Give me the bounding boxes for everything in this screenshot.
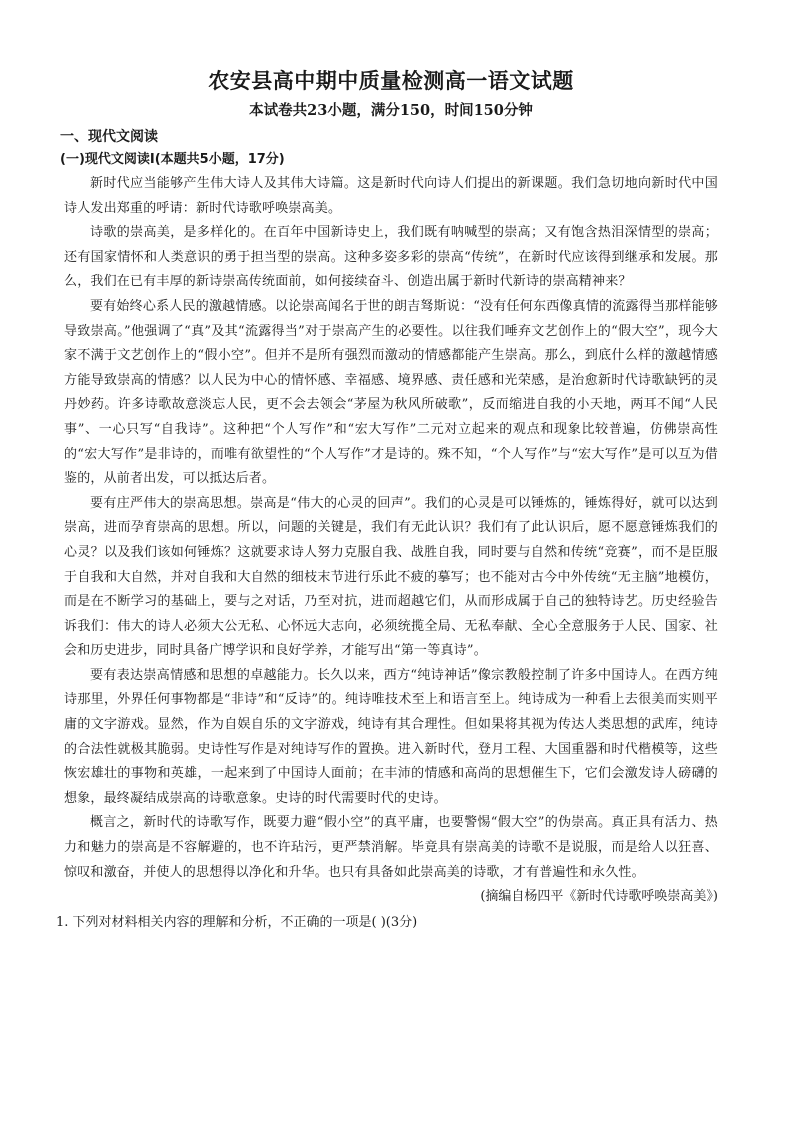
passage-source: (摘编自杨四平《新时代诗歌呼唤崇高美》) (480, 889, 718, 905)
exam-info: 本试卷共23小题，满分150，时间150分钟 (249, 102, 533, 119)
passage-paragraph: 新时代应当能够产生伟大诗人及其伟大诗篇。这是新时代向诗人们提出的新课题。我们急切地向新时代中国诗人发出郑重的呼请：新时代诗歌呼唤崇高美。 (64, 176, 718, 216)
section-subheading: (一)现代文阅读Ⅰ(本题共5小题，17分) (60, 152, 285, 167)
passage-paragraph: 要有表达崇高情感和思想的卓越能力。长久以来，西方“纯诗神话”像宗教般控制了许多中国诗人。在西方纯诗那里，外界任何事物都是“非诗”和“反诗”的。纯诗唯技术至上和语言至上。纯诗成为一种看上去很美而实则平庸的文字游戏。显然，作为自娱自乐的文字游戏，纯诗有其合理性。但如果将其视为传达人类思想的武库，纯诗的合法性就极其脆弱。史诗性写作是对纯诗写作的置换。进入新时代，登月工程、大国重器和时代楷模等，这些恢宏雄壮的事物和英雄，一起来到了中国诗人面前；在丰沛的情感和高尚的思想催生下，它们会激发诗人磅礴的想象，最终凝结成崇高的诗歌意象。史诗的时代需要时代的史诗。 (64, 667, 718, 806)
passage-paragraph: 要有始终心系人民的激越情感。以论崇高闻名于世的朗吉驽斯说：“没有任何东西像真情的流露得当那样能够导致崇高。”他强调了“真”及其“流露得当”对于崇高产生的必要性。以往我们唾弃文艺创作上的“假大空”，现今大家不满于文艺创作上的“假小空”。但并不是所有强烈而激动的情感都能产生崇高。那么，到底什么样的激越情感方能导致崇高的情感？以人民为中心的情怀感、幸福感、境界感、责任感和光荣感，是治愈新时代诗歌缺钙的灵丹妙药。许多诗歌故意淡忘人民，更不会去领会“茅屋为秋风所破歌”，反而缩进自我的小天地，两耳不闻“人民事”、一心只写“自我诗”。这种把“个人写作”和“宏大写作”二元对立起来的观点和现象比较普遍，仿佛崇高性的“宏大写作”是非诗的，而唯有欲望性的“个人写作”才是诗的。殊不知，“个人写作”与“宏大写作”是可以互为借鉴的，从前者出发，可以抵达后者。 (64, 298, 718, 487)
section-heading: 一、现代文阅读 (60, 129, 158, 145)
passage-paragraph: 要有庄严伟大的崇高思想。崇高是“伟大的心灵的回声”。我们的心灵是可以锤炼的，锤炼得好，就可以达到崇高，进而孕育崇高的思想。所以，问题的关键是，我们有无此认识？我们有了此认识后，愿不愿意锤炼我们的心灵？以及我们该如何锤炼？这就要求诗人努力克服自我、战胜自我，同时要与自然和传统“竞赛”，而不是臣服于自我和大自然，并对自我和大自然的细枝末节进行乐此不疲的摹写；也不能对古今中外传统“无主脑”地模仿，而是在不断学习的基础上，要与之对话，乃至对抗，进而超越它们，从而形成属于自己的独特诗艺。历史经验告诉我们：伟大的诗人必须大公无私、心怀远大志向，必须统揽全局、无私奉献、全心全意服务于人民、国家、社会和历史进步，同时具备广博学识和良好学养，才能写出“第一等真诗”。 (64, 495, 718, 659)
passage-paragraph: 概言之，新时代的诗歌写作，既要力避“假小空”的真平庸，也要警惕“假大空”的伪崇高。真正具有活力、热力和魅力的崇高是不容解避的，也不许玷污，更严禁消解。毕竟具有崇高美的诗歌不是说服，而是给人以狂喜、惊叹和激奋，并使人的思想得以净化和升华。也只有具备如此崇高美的诗歌，才有普遍性和永久性。 (64, 815, 718, 880)
page-title: 农安县高中期中质量检测高一语文试题 (208, 69, 574, 93)
question-1: 1. 下列对材料相关内容的理解和分析，不正确的一项是( )(3分) (56, 915, 418, 931)
reading-passage (64, 172, 718, 885)
passage-paragraph: 诗歌的崇高美，是多样化的。在百年中国新诗史上，我们既有呐喊型的崇高；又有饱含热泪深情型的崇高；还有国家情怀和人类意识的勇于担当型的崇高。这种多姿多彩的崇高“传统”，在新时代应该得到继承和发展。那么，我们在已有丰厚的新诗崇高传统面前，如何接续奋斗、创造出属于新时代新诗的崇高精神来？ (64, 225, 718, 290)
